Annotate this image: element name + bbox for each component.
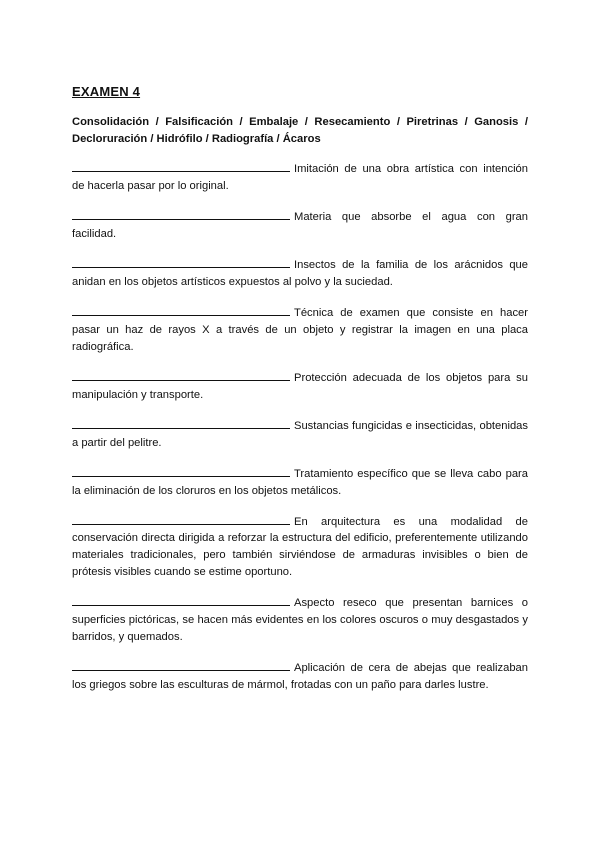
question-text: Aspecto reseco que presentan barnices o superficies pictóricas, se hacen más evidentes en los colores oscuros o muy desgastados y barridos, y quemados.: [72, 597, 528, 643]
question-text: Aplicación de cera de abejas que realizaban los griegos sobre las esculturas de mármol, frotadas con un paño para darles lustre.: [72, 662, 528, 691]
exam-page: [72, 84, 528, 708]
answer-blank[interactable]: [72, 209, 290, 220]
word-bank: Consolidación / Falsificación / Embalaje / Resecamiento / Piretrinas / Ganosis / Decloruración / Hidrófilo / Radiografía / Ácaros: [72, 116, 528, 145]
question-text: Protección adecuada de los objetos para su manipulación y transporte.: [72, 371, 528, 401]
question-text: Materia que absorbe el agua con gran facilidad.: [72, 210, 528, 240]
answer-blank[interactable]: [72, 466, 290, 477]
question-item: [72, 418, 528, 452]
question-text: Sustancias fungicidas e insecticidas, obtenidas a partir del pelitre.: [72, 419, 528, 449]
answer-blank[interactable]: [72, 660, 290, 671]
answer-blank[interactable]: [72, 514, 290, 525]
question-item: [72, 466, 528, 500]
answer-blank[interactable]: [72, 305, 290, 316]
answer-blank[interactable]: [72, 257, 290, 268]
question-text: Insectos de la familia de los arácnidos que anidan en los objetos artísticos expuestos al polvo y la suciedad.: [72, 258, 528, 288]
question-item: [72, 660, 528, 694]
question-text: Imitación de una obra artística con intención de hacerla pasar por lo original.: [72, 163, 528, 192]
question-text: En arquitectura es una modalidad de conservación directa dirigida a reforzar la estructura del edificio, preferentemente utilizando materiales tradicionales, pero también sirviéndose de armaduras invisibles o bien de prótesis visibles cuando se estime oportuno.: [72, 515, 528, 579]
question-item: [72, 305, 528, 355]
question-item: [72, 595, 528, 645]
answer-blank[interactable]: [72, 418, 290, 429]
question-text: Técnica de examen que consiste en hacer pasar un haz de rayos X a través de un objeto y registrar la imagen en una placa radiográfica.: [72, 306, 528, 353]
question-item: [72, 370, 528, 404]
answer-blank[interactable]: [72, 370, 290, 381]
answer-blank[interactable]: [72, 161, 290, 172]
question-text: Tratamiento específico que se lleva cabo para la eliminación de los cloruros en los objetos metálicos.: [72, 467, 528, 497]
answer-blank[interactable]: [72, 595, 290, 606]
question-item: [72, 209, 528, 243]
question-item: [72, 257, 528, 291]
question-item: [72, 161, 528, 195]
question-item: [72, 514, 528, 581]
exam-title: EXAMEN 4: [72, 84, 141, 99]
